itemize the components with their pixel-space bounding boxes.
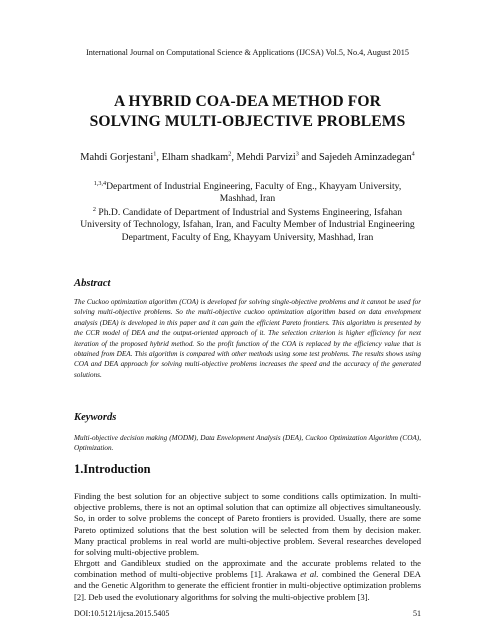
- et-al-text: et al.: [300, 569, 319, 580]
- author-sep: and: [298, 152, 320, 163]
- affiliation-sup: 1,3,4: [93, 179, 107, 187]
- abstract-text: The Cuckoo optimization algorithm (COA) is developed for solving single-objective problems and it cannot be used for solving multi-objective problems. So the multi-objective cuckoo optimization algorithm based on data envelopment analysis (DEA) is developed in this paper and it can gain the efficient Pareto frontiers. This algorithm is presented by the CCR model of DEA and the output-oriented approach of it. The selection criterion is higher efficiency for next iteration of the proposed hybrid method. So the profit function of the COA is replaced by the efficiency value that is obtained from DEA. This algorithm is compared with other methods using some test problems. The results shows using COA and DEA approach for solving multi-objective problems increases the speed and the accuracy of the generated solutions.: [74, 298, 421, 379]
- title-line-1: A HYBRID COA-DEA METHOD FOR: [114, 93, 381, 110]
- abstract-heading: Abstract: [74, 278, 111, 289]
- intro-heading: 1.Introduction: [74, 462, 151, 476]
- affiliation-text: Department of Industrial Engineering, Faculty of Eng., Khayyam University, Mashhad, Iran: [106, 181, 402, 205]
- author-sup: 3: [295, 150, 299, 158]
- paragraph-text: Ehrgott and Gandibleux studied on the approximate and the accurate problems related to the combination method of multi-objective problems [1]. Arakawa: [74, 558, 421, 580]
- author-sup: 4: [411, 150, 415, 158]
- author-name: Mahdi Gorjestani: [80, 152, 154, 163]
- intro-paragraph-2: [74, 558, 421, 603]
- affiliation-sup: 2: [92, 205, 96, 213]
- title-line-2: SOLVING MULTI-OBJECTIVE PROBLEMS: [89, 113, 406, 130]
- keywords-heading: Keywords: [74, 412, 117, 423]
- paragraph-text: combined the General DEA and the Genetic Algorithm to generate the efficient frontier in multi-objective optimization problems [2]. Deb used the evolutionary algorithms for solving the multi-objective problem [3].: [74, 569, 421, 602]
- page-number: 51: [413, 609, 421, 618]
- author-sep: ,: [156, 152, 162, 163]
- affiliation-text: Ph.D. Candidate of Department of Industrial and Systems Engineering, Isfahan University of Technology, Isfahan, Iran, and Faculty Member of Industrial Engineering Department, Faculty of Eng, Khayyam University, Mashhad, Iran: [80, 207, 415, 243]
- author-name: Mehdi Parvizi: [236, 152, 296, 163]
- journal-header: International Journal on Computational Science & Applications (IJCSA) Vol.5, No.4, August 2015: [86, 48, 409, 57]
- intro-paragraph-1: Finding the best solution for an objective subject to some conditions calls optimization. In multi-objective problems, there is not an optimal solution that can optimize all objectives simultaneously. So, in order to solve problems the concept of Pareto frontiers is provided. Usually, there are some Pareto optimized solutions that the best solution will be selected from them by decision maker. Many practical problems in real world are multi-objective problem. Several researches developed for solving multi-objective problem.: [74, 491, 421, 558]
- author-list: [0, 152, 495, 163]
- author-name: Elham shadkam: [161, 152, 229, 163]
- author-sup: 1: [153, 150, 157, 158]
- keywords-text: Multi-objective decision making (MODM), Data Envelopment Analysis (DEA), Cuckoo Optimization Algorithm (COA), Optimization.: [74, 434, 421, 453]
- affiliation-1: [78, 181, 417, 206]
- footer-doi: DOI:10.5121/ijcsa.2015.5405: [74, 609, 170, 618]
- author-name: Sajedeh Aminzadegan: [319, 152, 412, 163]
- author-sup: 2: [228, 150, 232, 158]
- affiliation-2: [78, 207, 417, 244]
- author-sep: ,: [231, 152, 237, 163]
- paper-title: [0, 92, 495, 132]
